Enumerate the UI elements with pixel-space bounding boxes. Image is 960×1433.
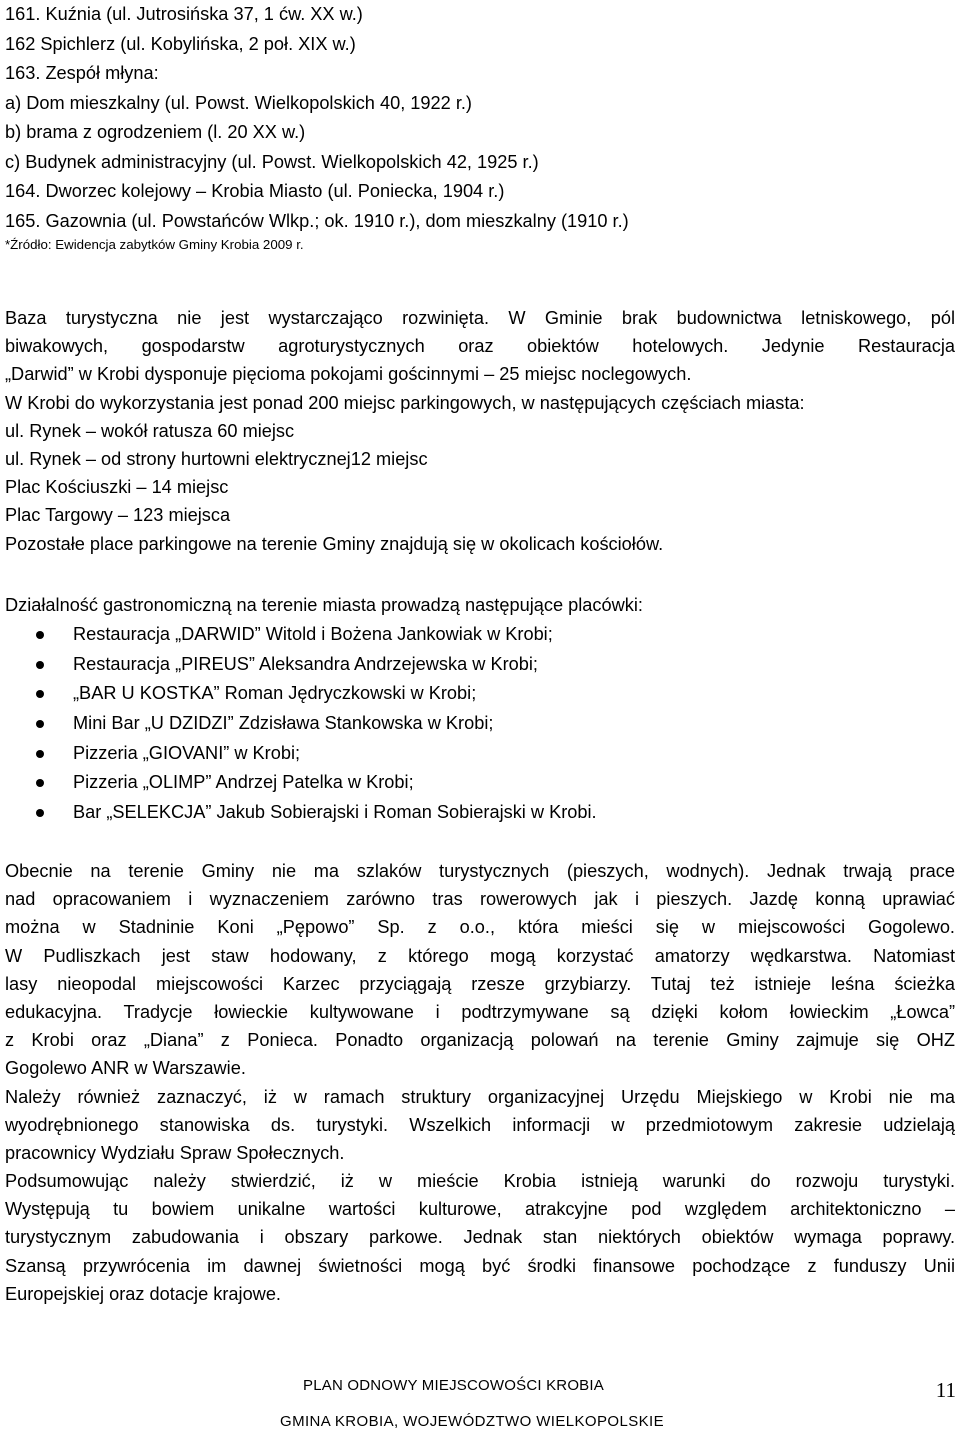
list-item <box>0 768 950 798</box>
paragraph-line: W Krobi do wykorzystania jest ponad 200 miejsc parkingowych, w następujących częściach miasta: <box>5 392 805 413</box>
paragraph-line: z Krobi oraz „Diana” z Ponieca. Ponadto organizacją polowań na terenie Gminy zajmuje się OHZ <box>5 1030 955 1051</box>
list-item-text: Restauracja „PIREUS” Aleksandra Andrzejewska w Krobi; <box>73 653 538 674</box>
monument-line: b) brama z ogrodzeniem (l. 20 XX w.) <box>5 122 306 142</box>
footer-subtitle: GMINA KROBIA, WOJEWÓDZTWO WIELKOPOLSKIE <box>280 1413 664 1430</box>
monument-line: a) Dom mieszkalny (ul. Powst. Wielkopolskich 40, 1922 r.) <box>5 92 472 113</box>
monument-line: 165. Gazownia (ul. Powstańców Wlkp.; ok. 1910 r.), dom mieszkalny (1910 r.) <box>5 210 629 231</box>
list-item <box>0 798 950 828</box>
bullet-icon <box>36 809 44 817</box>
paragraph-line: turystycznym zabudowania i obszary parkowe. Jednak stan niektórych obiektów wymaga poprawy. <box>5 1227 955 1248</box>
monument-line: 163. Zespół młyna: <box>5 63 159 83</box>
source-note: *Źródło: Ewidencja zabytków Gminy Krobia 2009 r. <box>5 237 304 252</box>
paragraph-line: Plac Kościuszki – 14 miejsc <box>5 477 229 498</box>
monument-line: 161. Kuźnia (ul. Jutrosińska 37, 1 ćw. XX w.) <box>5 4 363 24</box>
paragraph-line: Europejskiej oraz dotacje krajowe. <box>5 1283 281 1304</box>
gastronomy-intro <box>5 591 955 619</box>
paragraph-line: nad opracowaniem i wyznaczeniem zarówno tras rowerowych jak i pieszych. Jazdę konną uprawiać <box>5 889 955 910</box>
bullet-icon <box>36 720 44 728</box>
bullet-icon <box>36 690 44 698</box>
trails-paragraph <box>5 857 955 1308</box>
paragraph-line: Podsumowując należy stwierdzić, iż w mieście Krobia istnieją warunki do rozwoju turystyki. <box>5 1171 955 1192</box>
paragraph-line: pracownicy Wydziału Spraw Społecznych. <box>5 1142 345 1163</box>
list-item <box>0 620 950 650</box>
bullet-icon <box>36 661 44 669</box>
list-item-text: Mini Bar „U DZIDZI” Zdzisława Stankowska w Krobi; <box>73 713 494 734</box>
list-item <box>0 709 950 739</box>
list-item-text: Bar „SELEKCJA” Jakub Sobierajski i Roman Sobierajski w Krobi. <box>73 802 597 823</box>
paragraph-line: można w Stadninie Koni „Pępowo” Sp. z o.o., która mieści się w miejscowości Gogolewo. <box>5 917 955 938</box>
monument-line: c) Budynek administracyjny (ul. Powst. Wielkopolskich 42, 1925 r.) <box>5 151 539 172</box>
tourism-paragraph <box>5 304 955 558</box>
gastronomy-list <box>0 620 950 828</box>
list-item-text: Pizzeria „OLIMP” Andrzej Patelka w Krobi; <box>73 772 414 793</box>
bullet-icon <box>36 750 44 758</box>
list-item-text: Pizzeria „GIOVANI” w Krobi; <box>73 742 301 763</box>
bullet-icon <box>36 779 44 787</box>
gastronomy-intro-text: Działalność gastronomiczną na terenie miasta prowadzą następujące placówki: <box>5 595 643 615</box>
paragraph-line: lasy nieopodal miejscowości Karzec przyciągają rzesze grzybiarzy. Tutaj też istnieje leśna ścieżka <box>5 973 955 994</box>
paragraph-line: Plac Targowy – 123 miejsca <box>5 505 231 526</box>
page-number: 11 <box>935 1378 956 1402</box>
paragraph-line: Baza turystyczna nie jest wystarczająco rozwinięta. W Gminie brak budownictwa letniskowego, pól <box>5 308 955 328</box>
paragraph-line: Gogolewo ANR w Warszawie. <box>5 1058 246 1079</box>
list-item-text: Restauracja „DARWID” Witold i Bożena Jankowiak w Krobi; <box>73 624 553 644</box>
paragraph-line: ul. Rynek – od strony hurtowni elektrycznej12 miejsc <box>5 448 428 469</box>
monument-list <box>5 0 955 256</box>
paragraph-line: Występują tu bowiem unikalne wartości kulturowe, atrakcyjne pod względem architektoniczno – <box>5 1199 955 1220</box>
paragraph-line: biwakowych, gospodarstw agroturystycznych oraz obiektów hotelowych. Jedynie Restauracja <box>5 336 955 357</box>
paragraph-line: Obecnie na terenie Gminy nie ma szlaków turystycznych (pieszych, wodnych). Jednak trwają prace <box>5 861 955 881</box>
monument-line: 164. Dworzec kolejowy – Krobia Miasto (ul. Poniecka, 1904 r.) <box>5 181 505 201</box>
paragraph-line: Szansą przywrócenia im dawnej świetności mogą być środki finansowe pochodzące z funduszy Unii <box>5 1255 955 1276</box>
list-item <box>0 650 950 680</box>
paragraph-line: Należy również zaznaczyć, iż w ramach struktury organizacyjnej Urzędu Miejskiego w Krobi nie ma <box>5 1086 955 1107</box>
list-item <box>0 679 950 709</box>
paragraph-line: W Pudliszkach jest staw hodowany, z którego mogą korzystać amatorzy wędkarstwa. Natomiast <box>5 945 955 966</box>
list-item <box>0 739 950 769</box>
footer-title: PLAN ODNOWY MIEJSCOWOŚCI KROBIA <box>303 1377 604 1394</box>
paragraph-line: „Darwid” w Krobi dysponuje pięcioma pokojami gościnnymi – 25 miejsc noclegowych. <box>5 364 692 385</box>
paragraph-line: edukacyjna. Tradycje łowieckie kultywowane i podtrzymywane są dzięki kołom łowieckim „Łowca” <box>5 1001 955 1022</box>
paragraph-line: wyodrębnionego stanowiska ds. turystyki. Wszelkich informacji w przedmiotowym zakresie udzielają <box>5 1114 955 1135</box>
paragraph-line: Pozostałe place parkingowe na terenie Gminy znajdują się w okolicach kościołów. <box>5 533 664 554</box>
paragraph-line: ul. Rynek – wokół ratusza 60 miejsc <box>5 420 295 441</box>
monument-line: 162 Spichlerz (ul. Kobylińska, 2 poł. XIX w.) <box>5 33 356 54</box>
list-item-text: „BAR U KOSTKA” Roman Jędryczkowski w Krobi; <box>73 683 477 704</box>
bullet-icon <box>36 631 44 639</box>
